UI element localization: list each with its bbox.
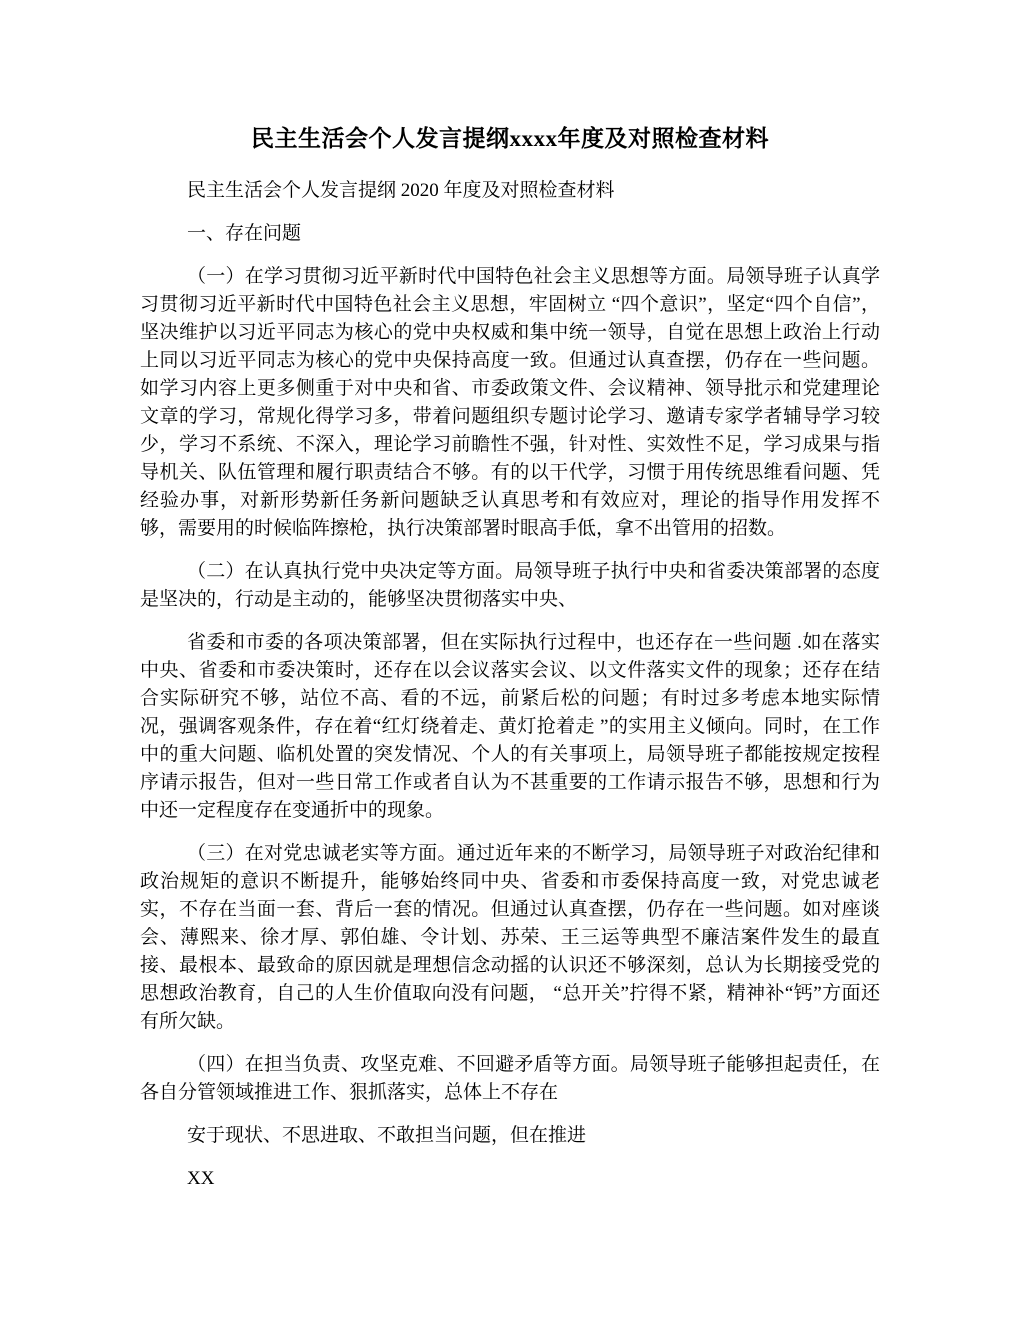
subtitle-line: 民主生活会个人发言提纲 2020 年度及对照检查材料 — [187, 180, 615, 201]
paragraph-placeholder-xx: XX — [187, 1168, 215, 1189]
section-heading-existing-problems: 一、存在问题 — [187, 223, 302, 244]
paragraph-item-4: （四）在担当负责、攻坚克难、不回避矛盾等方面。局领导班子能够担起责任，在各自分管领域推进工作、狠抓落实，总体上不存在 — [140, 1054, 880, 1103]
paragraph-item-1: （一）在学习贯彻习近平新时代中国特色社会主义思想等方面。局领导班子认真学习贯彻习近平新时代中国特色社会主义思想，牢固树立 “四个意识”，坚定“四个自信”，坚决维护以习近平同志为核心的党中央权威和集中统一领导，自觉在思想上政治上行动上同以习近平同志为核心的党中央保持高度一致。但通过认真查摆，仍存在一些问题。如学习内容上更多侧重于对中央和省、市委政策文件、会议精神、领导批示和党建理论文章的学习，常规化得学习多，带着问题组织专题讨论学习、邀请专家学者辅导学习较少，学习不系统、不深入，理论学习前瞻性不强，针对性、实效性不足，学习成果与指导机关、队伍管理和履行职责结合不够。有的以干代学，习惯于用传统思维看问题、凭经验办事，对新形势新任务新问题缺乏认真思考和有效应对，理论的指导作用发挥不够，需要用的时候临阵擦枪，执行决策部署时眼高手低，拿不出管用的招数。 — [140, 266, 880, 539]
paragraph-item-2: （二）在认真执行党中央决定等方面。局领导班子执行中央和省委决策部署的态度是坚决的，行动是主动的，能够坚决贯彻落实中央、 — [140, 561, 880, 610]
paragraph-item-4-continued: 安于现状、不思进取、不敢担当问题，但在推进 — [187, 1125, 587, 1146]
document-title: 民主生活会个人发言提纲xxxx年度及对照检查材料 — [251, 126, 769, 151]
paragraph-item-2-continued: 省委和市委的各项决策部署，但在实际执行过程中，也还存在一些问题 .如在落实中央、省委和市委决策时，还存在以会议落实会议、以文件落实文件的现象；还存在结合实际研究不够，站位不高、看的不远，前紧后松的问题；有时过多考虑本地实际情况，强调客观条件，存在着“红灯绕着走、黄灯抢着走 ”的实用主义倾向。同时，在工作中的重大问题、临机处置的突发情况、个人的有关事项上，局领导班子都能按规定按程序请示报告，但对一些日常工作或者自认为不甚重要的工作请示报告不够，思想和行为中还一定程度存在变通折中的现象。 — [140, 632, 880, 821]
paragraph-item-3: （三）在对党忠诚老实等方面。通过近年来的不断学习，局领导班子对政治纪律和政治规矩的意识不断提升，能够始终同中央、省委和市委保持高度一致，对党忠诚老实，不存在当面一套、背后一套的情况。但通过认真查摆，仍存在一些问题。如对座谈会、薄熙来、徐才厚、郭伯雄、令计划、苏荣、王三运等典型不廉洁案件发生的最直接、最根本、最致命的原因就是理想信念动摇的认识还不够深刻，总认为长期接受党的思想政治教育，自己的人生价值取向没有问题， “总开关”拧得不紧，精神补“钙”方面还有所欠缺。 — [140, 843, 880, 1032]
